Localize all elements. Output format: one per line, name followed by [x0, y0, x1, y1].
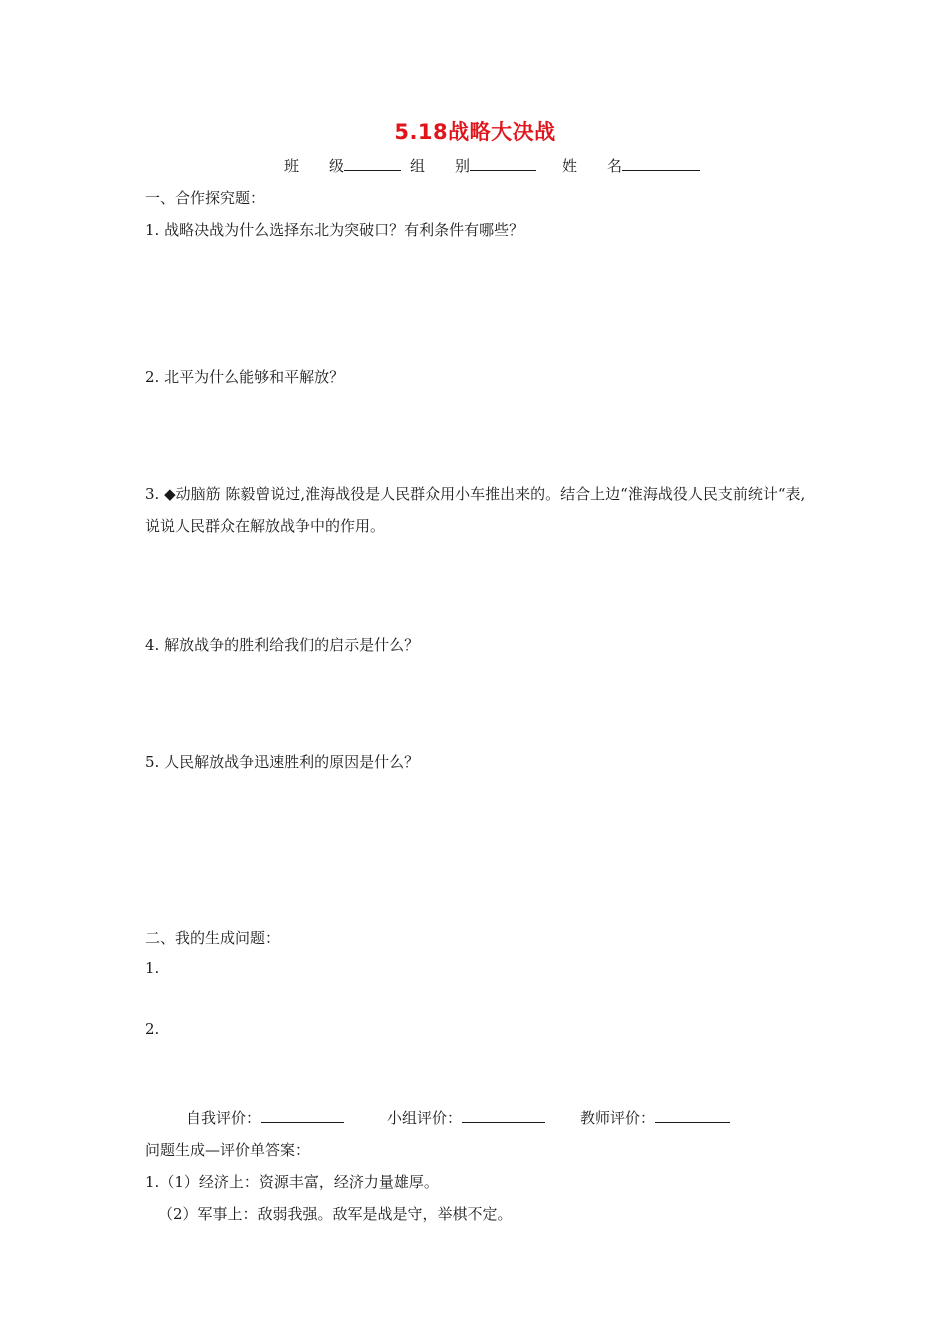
group-field [410, 155, 536, 176]
self-evaluation-label: 自我评价： [186, 1109, 262, 1127]
question-5: 5. 人民解放战争迅速胜利的原因是什么？ [145, 753, 420, 771]
answers-heading: 问题生成—评价单答案： [145, 1141, 311, 1159]
answer-1-number: 1. [145, 1173, 160, 1191]
name-label: 姓 名 [562, 157, 623, 175]
answer-1 [145, 1171, 439, 1192]
class-label: 班 级 [284, 157, 345, 175]
generated-question-2: 2. [145, 1020, 160, 1038]
teacher-evaluation-label: 教师评价： [580, 1109, 656, 1127]
question-3: 3. ◆动脑筋 陈毅曾说过,淮海战役是人民群众用小车推出来的。结合上边“淮海战役人民支前统计“表,说说人民群众在解放战争中的作用。 [145, 485, 806, 535]
answer-1-line-2: （2）军事上：敌弱我强。敌军是战是守，举棋不定。 [158, 1205, 513, 1223]
teacher-evaluation [580, 1107, 730, 1128]
question-1: 1. 战略决战为什么选择东北为突破口？有利条件有哪些？ [145, 221, 525, 239]
name-blank[interactable] [622, 156, 700, 171]
group-label: 组 别 [410, 157, 471, 175]
answer-1-line-1: （1）经济上：资源丰富，经济力量雄厚。 [159, 1173, 439, 1191]
section1-heading: 一、合作探究题： [145, 189, 266, 207]
self-evaluation-blank[interactable] [261, 1108, 344, 1123]
self-evaluation [186, 1107, 344, 1128]
group-blank[interactable] [470, 156, 536, 171]
teacher-evaluation-blank[interactable] [655, 1108, 730, 1123]
page-title: 5.18战略大决战 [394, 120, 556, 144]
group-evaluation [387, 1107, 545, 1128]
section2-heading: 二、我的生成问题： [145, 929, 281, 947]
question-4: 4. 解放战争的胜利给我们的启示是什么？ [145, 636, 420, 654]
group-evaluation-blank[interactable] [462, 1108, 545, 1123]
name-field [562, 155, 700, 176]
class-blank[interactable] [344, 156, 401, 171]
generated-question-1: 1. [145, 959, 160, 977]
question-2: 2. 北平为什么能够和平解放？ [145, 368, 345, 386]
class-field [284, 155, 401, 176]
group-evaluation-label: 小组评价： [387, 1109, 463, 1127]
